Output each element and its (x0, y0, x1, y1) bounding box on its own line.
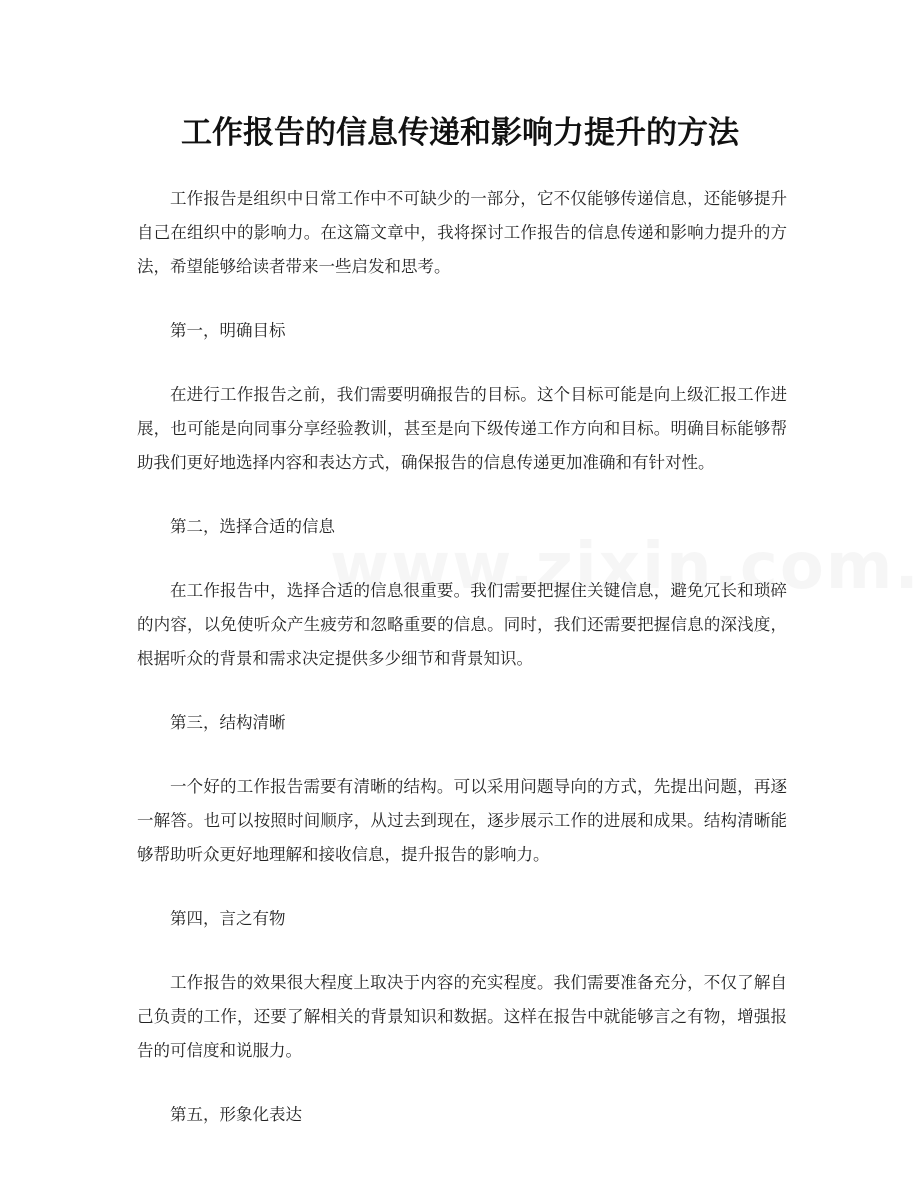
section-heading-4: 第四，言之有物 (170, 909, 286, 928)
section-paragraph-1: 在进行工作报告之前，我们需要明确报告的目标。这个目标可能是向上级汇报工作进展，也可能是向同事分享经验教训，甚至是向下级传递工作方向和目标。明确目标能够帮助我们更好地选择内容和表达方式，确保报告的信息传递更加准确和有针对性。 (137, 385, 787, 472)
section-paragraph-2: 在工作报告中，选择合适的信息很重要。我们需要把握住关键信息，避免冗长和琐碎的内容，以免使听众产生疲劳和忽略重要的信息。同时，我们还需要把握信息的深浅度，根据听众的背景和需求决定提供多少细节和背景知识。 (137, 581, 787, 668)
document-body (137, 182, 787, 1162)
section-heading-5: 第五，形象化表达 (170, 1105, 302, 1124)
section-paragraph-3: 一个好的工作报告需要有清晰的结构。可以采用问题导向的方式，先提出问题，再逐一解答。也可以按照时间顺序，从过去到现在，逐步展示工作的进展和成果。结构清晰能够帮助听众更好地理解和接收信息，提升报告的影响力。 (137, 777, 787, 864)
section-heading-2: 第二，选择合适的信息 (170, 517, 335, 536)
section-heading-1: 第一，明确目标 (170, 321, 286, 340)
page-title: 工作报告的信息传递和影响力提升的方法 (181, 115, 739, 151)
section-paragraph-4: 工作报告的效果很大程度上取决于内容的充实程度。我们需要准备充分，不仅了解自己负责的工作，还要了解相关的背景知识和数据。这样在报告中就能够言之有物，增强报告的可信度和说服力。 (137, 973, 787, 1060)
section-heading-3: 第三，结构清晰 (170, 713, 286, 732)
intro-paragraph: 工作报告是组织中日常工作中不可缺少的一部分，它不仅能够传递信息，还能够提升自己在组织中的影响力。在这篇文章中，我将探讨工作报告的信息传递和影响力提升的方法，希望能够给读者带来一些启发和思考。 (137, 189, 787, 276)
